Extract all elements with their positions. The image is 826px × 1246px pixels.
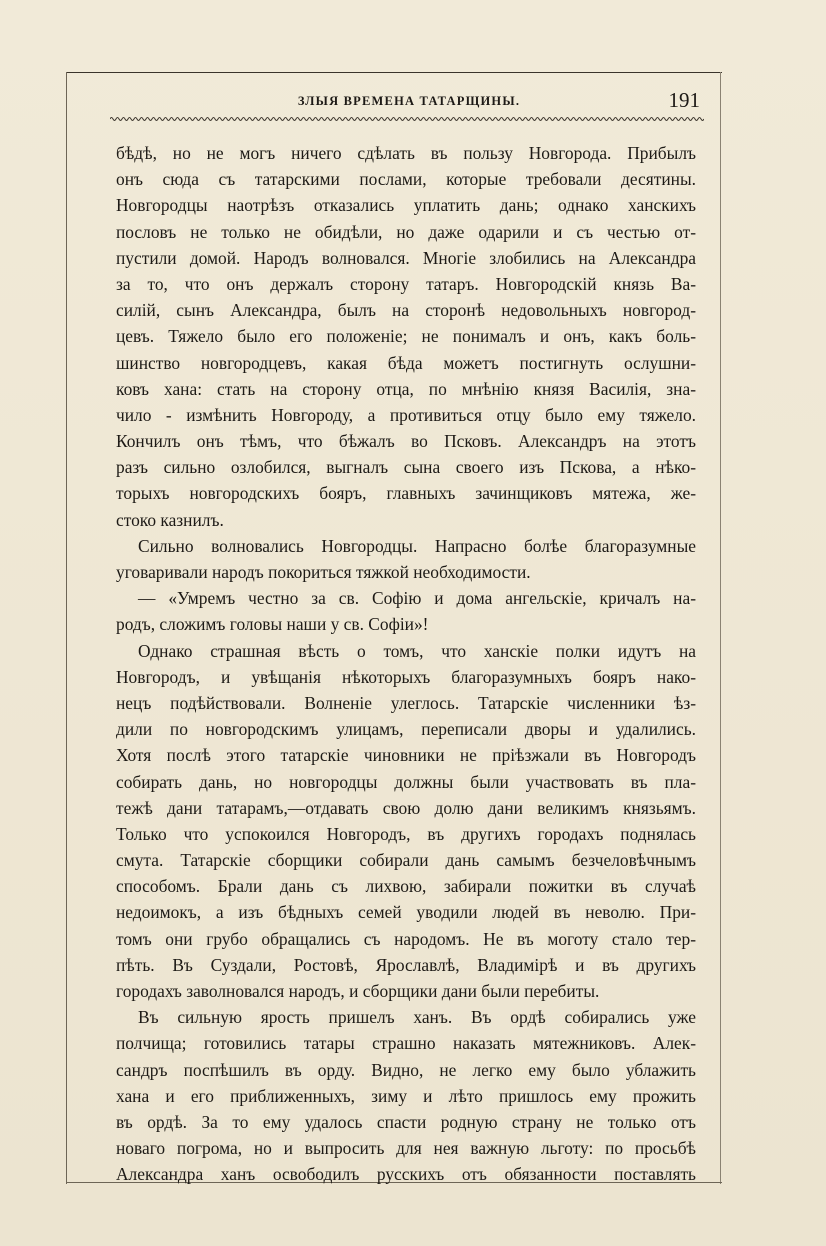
text-line: стоко казнилъ. (116, 509, 224, 530)
text-line: Кончилъ онъ тѣмъ, что бѣжалъ во Псковъ. Александръ на этотъ (116, 431, 696, 452)
text-line: силій, сынъ Александра, былъ на сторонѣ недовольныхъ новгород- (116, 300, 696, 321)
text-line: собирать дань, но новгородцы должны были участвовать въ пла- (116, 771, 696, 792)
text-line: недоимокъ, а изъ бѣдныхъ семей уводили людей въ неволю. При- (116, 902, 696, 923)
top-border-rule (66, 72, 722, 73)
text-line: онъ сюда съ татарскими послами, которые требовали десятины. (116, 169, 696, 190)
text-line: шинство новгородцевъ, какая бѣда можетъ постигнуть ослушни- (116, 352, 696, 373)
text-line: Сильно волновались Новгородцы. Напрасно болѣе благоразумные (138, 535, 696, 556)
text-line: нецъ подѣйствовали. Волненіе улеглось. Татарскіе численники ѣз- (116, 692, 696, 713)
left-border-rule (66, 72, 67, 1184)
page-number: 191 (668, 88, 700, 112)
text-line: Александра ханъ освободилъ русскихъ отъ обязанности поставлять (116, 1164, 696, 1185)
text-line: разъ сильно озлобился, выгналъ сына своего изъ Пскова, а нѣко- (116, 457, 696, 478)
body-text (116, 140, 696, 1188)
text-line: дили по новгородскимъ улицамъ, переписали дворы и удалились. (116, 719, 696, 740)
text-line: пѣть. Въ Суздали, Ростовѣ, Ярославлѣ, Владимірѣ и въ другихъ (116, 954, 696, 975)
text-line: Однако страшная вѣсть о томъ, что ханскіе полки идутъ на (138, 640, 696, 661)
text-line: пустили домой. Народъ волновался. Многіе злобились на Александра (116, 247, 696, 268)
text-line: новаго погрома, но и выпросить для нея важную льготу: по просьбѣ (116, 1138, 696, 1159)
text-line: за то, что онъ держалъ сторону татаръ. Новгородскій князь Ва- (116, 273, 696, 294)
text-line: бѣдѣ, но не могъ ничего сдѣлать въ пользу Новгорода. Прибылъ (116, 143, 696, 163)
text-line: торыхъ новгородскихъ бояръ, главныхъ зачинщиковъ мятежа, же- (116, 483, 696, 504)
running-header (118, 88, 700, 116)
text-line: ковъ хана: стать на сторону отца, по мнѣнію князя Василія, зна- (116, 378, 696, 399)
text-line: уговаривали народъ покориться тяжкой необходимости. (116, 562, 531, 582)
text-line: въ ордѣ. За то ему удалось спасти родную страну не только отъ (116, 1111, 696, 1132)
text-line: пословъ не только не обидѣли, но даже одарили и съ честью от- (116, 221, 696, 242)
text-line: сандръ поспѣшилъ въ орду. Видно, не легко ему было ублажить (116, 1059, 696, 1080)
text-line: Въ сильную ярость пришелъ ханъ. Въ ордѣ собирались уже (138, 1007, 696, 1028)
wavy-ornament-rule (110, 114, 704, 124)
running-title: ЗЛЫЯ ВРЕМЕНА ТАТАРЩИНЫ. (297, 94, 521, 108)
text-line: Только что успокоился Новгородъ, въ другихъ городахъ поднялась (116, 823, 696, 844)
text-line: цевъ. Тяжело было его положеніе; не понималъ и онъ, какъ боль- (116, 326, 696, 347)
text-line: родъ, сложимъ головы наши у св. Софіи»! (116, 614, 429, 635)
text-line: полчища; готовились татары страшно наказать мятежниковъ. Алек- (116, 1033, 696, 1054)
text-line: Хотя послѣ этого татарскіе чиновники не пріѣзжали въ Новгородъ (116, 745, 696, 766)
text-line: смута. Татарскіе сборщики собирали дань самымъ безчеловѣчнымъ (116, 850, 696, 871)
text-line: Новгородъ, и увѣщанія нѣкоторыхъ благоразумныхъ бояръ нако- (116, 666, 696, 687)
text-line: способомъ. Брали дань съ лихвою, забирали пожитки въ случаѣ (116, 876, 696, 897)
text-line: чило - измѣнить Новгороду, а противиться отцу было ему тяжело. (116, 404, 696, 425)
text-line: городахъ заволновался народъ, и сборщики дани были перебиты. (116, 981, 600, 1001)
text-line: томъ они грубо обращались съ народомъ. Не въ моготу стало тер- (116, 928, 696, 949)
text-line: — «Умремъ честно за св. Софію и дома ангельскіе, кричалъ на- (138, 588, 696, 609)
text-line: хана и его приближенныхъ, зиму и лѣто пришлось ему прожить (116, 1085, 696, 1106)
right-border-rule (720, 72, 721, 1184)
text-line: Новгородцы наотрѣзъ отказались уплатить дань; однако ханскихъ (116, 195, 696, 216)
text-line: тежѣ дани татарамъ,—отдавать свою долю дани великимъ князьямъ. (116, 797, 696, 818)
